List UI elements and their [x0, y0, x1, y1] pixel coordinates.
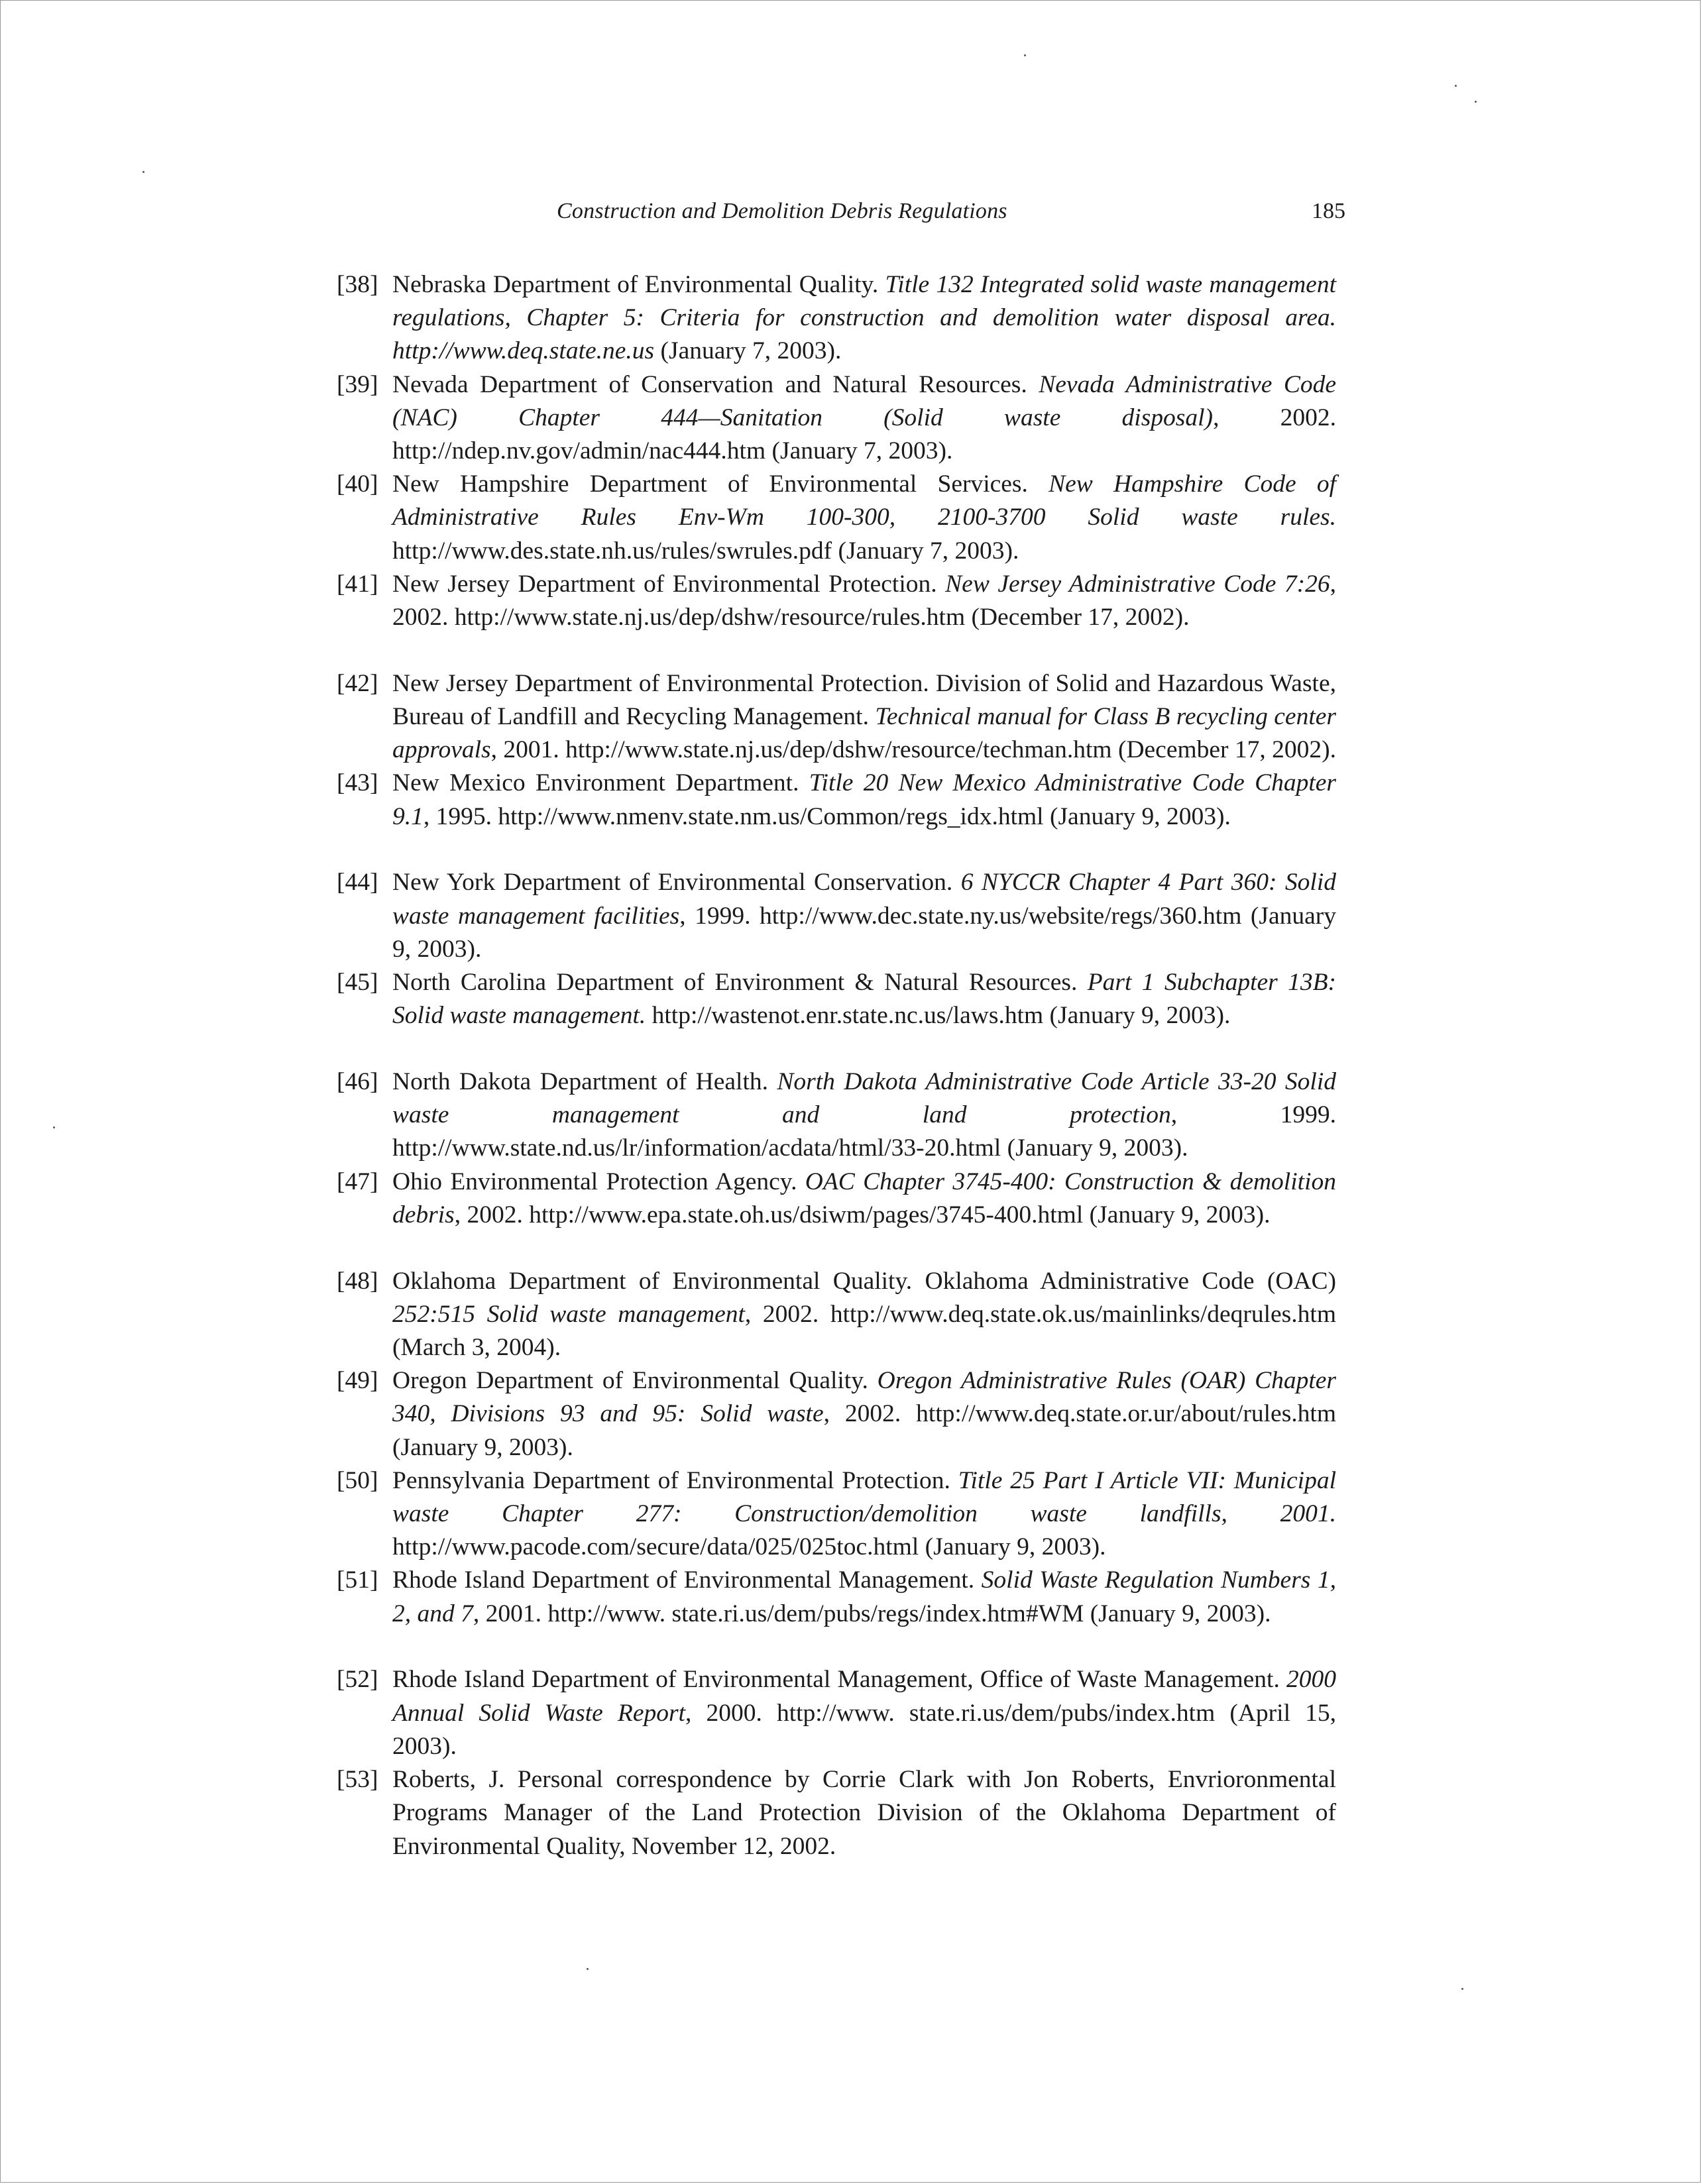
reference-text — [392, 1068, 1336, 1162]
reference-text — [392, 1467, 1336, 1560]
reference-text — [392, 1666, 1336, 1759]
reference-number: [46] — [337, 1068, 378, 1096]
reference-title-italic: New Jersey Administrative Code 7:26 — [945, 570, 1330, 598]
reference-text — [392, 371, 1336, 464]
page-number: 185 — [1312, 199, 1345, 223]
reference-title-italic: Technical manual for Class B recycling center approvals — [392, 703, 1336, 764]
reference-entry — [337, 667, 1336, 767]
reference-text-segment: New Mexico Environment Department. — [392, 769, 809, 797]
reference-entry — [337, 468, 1336, 568]
reference-number: [44] — [337, 869, 378, 897]
reference-number: [48] — [337, 1267, 378, 1295]
scan-speck — [1461, 1988, 1463, 1990]
reference-title-italic: 6 NYCCR Chapter 4 Part 360: Solid waste management facilities — [392, 869, 1336, 930]
reference-number: [39] — [337, 370, 378, 398]
reference-title-italic: Nevada Administrative Code (NAC) Chapter 444—Sanitation (Solid waste disposal) — [392, 370, 1336, 431]
reference-text — [392, 969, 1336, 1029]
reference-text-segment: Rhode Island Department of Environmental Management, Office of Waste Management. — [392, 1666, 1286, 1694]
reference-text-segment: Oklahoma Department of Environmental Quality. Oklahoma Administrative Code (OAC) — [392, 1267, 1336, 1295]
reference-title-italic: 252:515 Solid waste management — [392, 1300, 745, 1328]
reference-entry — [337, 1065, 1336, 1166]
reference-text-segment: , 2001. http://www.state.nj.us/dep/dshw/resource/techman.htm (December 17, 2002). — [490, 736, 1337, 764]
reference-title-italic: Solid Waste Regulation Numbers 1, 2, and 7 — [392, 1566, 1336, 1627]
reference-entry — [337, 866, 1336, 966]
reference-entry — [337, 1564, 1336, 1663]
reference-entry — [337, 966, 1336, 1065]
reference-number: [45] — [337, 969, 378, 997]
reference-text-segment: , 1995. http://www.nmenv.state.nm.us/Common/regs_idx.html (January 9, 2003). — [423, 802, 1231, 830]
reference-entry — [337, 1364, 1336, 1464]
reference-title-italic: New Hampshire Code of Administrative Rules Env-Wm 100-300, 2100-3700 Solid waste rules. — [392, 470, 1336, 531]
reference-text — [392, 1367, 1336, 1460]
reference-entry — [337, 368, 1336, 468]
reference-text — [392, 470, 1336, 564]
scan-speck — [53, 1126, 55, 1128]
reference-text-segment: , 2000. http://www. state.ri.us/dem/pubs/index.htm (April 15, 2003). — [392, 1699, 1336, 1760]
reference-text — [392, 571, 1336, 631]
reference-title-italic: Oregon Administrative Rules (OAR) Chapter 340, Divisions 93 and 95: Solid waste — [392, 1367, 1336, 1428]
reference-text-segment: , 2002. http://www.epa.state.oh.us/dsiwm/pages/3745-400.html (January 9, 2003). — [454, 1201, 1271, 1228]
scan-speck — [1455, 85, 1457, 87]
page-header — [557, 199, 1345, 239]
reference-number: [42] — [337, 669, 378, 697]
reference-text — [392, 1268, 1336, 1361]
reference-text-segment: , 1999. http://www.state.nd.us/lr/information/acdata/html/33-20.html (January 9, 2003). — [392, 1101, 1336, 1162]
reference-text-segment: Nebraska Department of Environmental Quality. — [392, 271, 885, 298]
scan-speck — [142, 171, 144, 173]
reference-text-segment: (January 7, 2003). — [654, 337, 842, 365]
reference-text-segment: New Hampshire Department of Environmental Services. — [392, 470, 1049, 498]
reference-entry — [337, 568, 1336, 667]
reference-text-segment: , 2002. http://www.deq.state.ok.us/mainlinks/deqrules.htm (March 3, 2004). — [392, 1300, 1336, 1362]
reference-number: [51] — [337, 1566, 378, 1594]
reference-number: [40] — [337, 470, 378, 498]
reference-title-italic: Title 20 New Mexico Administrative Code Chapter 9.1 — [392, 769, 1336, 830]
reference-text-segment: Oregon Department of Environmental Quality. — [392, 1367, 878, 1395]
reference-text — [392, 271, 1336, 364]
running-title: Construction and Demolition Debris Regulations — [557, 199, 1007, 223]
reference-text-segment: , 2002. http://www.state.nj.us/dep/dshw/resource/rules.htm (December 17, 2002). — [392, 570, 1336, 631]
reference-text-segment: , 2002. http://ndep.nv.gov/admin/nac444.htm (January 7, 2003). — [392, 404, 1337, 465]
reference-entry — [337, 1663, 1336, 1763]
reference-text-segment: Rhode Island Department of Environmental Management. — [392, 1566, 982, 1594]
reference-title-italic: Title 132 Integrated solid waste management regulations, Chapter 5: Criteria for construction and demolition water disposal area. http://www.deq.state.ne.us — [392, 271, 1336, 365]
scan-speck — [1475, 101, 1477, 103]
reference-text — [392, 769, 1336, 830]
reference-text-segment: Roberts, J. Personal correspondence by Corrie Clark with Jon Roberts, Envrioronmental Programs Manager of the Land Protection Division of the Oklahoma Department of Environmental Quality, November 12, 2002. — [392, 1766, 1336, 1860]
reference-entry — [337, 1464, 1336, 1564]
reference-entry — [337, 1763, 1336, 1863]
reference-title-italic: 2000 Annual Solid Waste Report — [392, 1666, 1336, 1727]
reference-text — [392, 869, 1336, 962]
reference-number: [47] — [337, 1168, 378, 1195]
scan-speck — [1024, 54, 1026, 56]
reference-text-segment: http://wastenot.enr.state.nc.us/laws.htm (January 9, 2003). — [646, 1002, 1231, 1030]
reference-text-segment: http://www.des.state.nh.us/rules/swrules.pdf (January 7, 2003). — [392, 537, 1019, 565]
reference-number: [50] — [337, 1466, 378, 1494]
reference-text-segment: , 1999. http://www.dec.state.ny.us/website/regs/360.htm (January 9, 2003). — [392, 902, 1337, 963]
reference-title-italic: OAC Chapter 3745-400: Construction & demolition debris — [392, 1168, 1336, 1228]
reference-text-segment: , 2002. http://www.deq.state.or.ur/about/rules.htm (January 9, 2003). — [392, 1400, 1336, 1461]
reference-list — [337, 268, 1336, 1863]
reference-number: [41] — [337, 570, 378, 598]
reference-text-segment: North Carolina Department of Environment & Natural Resources. — [392, 969, 1088, 997]
reference-text-segment: http://www.pacode.com/secure/data/025/025toc.html (January 9, 2003). — [392, 1533, 1106, 1561]
reference-number: [49] — [337, 1367, 378, 1395]
reference-text-segment: Ohio Environmental Protection Agency. — [392, 1168, 805, 1195]
scan-speck — [587, 1968, 589, 1970]
reference-number: [43] — [337, 769, 378, 797]
reference-entry — [337, 1265, 1336, 1365]
reference-text-segment: New Jersey Department of Environmental Protection. — [392, 570, 946, 598]
reference-number: [38] — [337, 271, 378, 298]
reference-text-segment: New York Department of Environmental Conservation. — [392, 869, 961, 897]
reference-title-italic: Title 25 Part I Article VII: Municipal waste Chapter 277: Construction/demolition waste landfills, 2001. — [392, 1466, 1336, 1528]
reference-text-segment: North Dakota Department of Health. — [392, 1068, 777, 1096]
reference-text — [392, 1168, 1336, 1228]
reference-text — [392, 1566, 1336, 1627]
reference-text-segment: Pennsylvania Department of Environmental Protection. — [392, 1466, 958, 1494]
reference-entry — [337, 1166, 1336, 1265]
reference-text-segment: New Jersey Department of Environmental Protection. Division of Solid and Hazardous Waste, Bureau of Landfill and Recycling Management. — [392, 669, 1336, 731]
reference-text-segment: , 2001. http://www. state.ri.us/dem/pubs/regs/index.htm#WM (January 9, 2003). — [473, 1600, 1271, 1627]
reference-number: [53] — [337, 1766, 378, 1794]
reference-entry — [337, 767, 1336, 866]
reference-entry — [337, 268, 1336, 368]
reference-number: [52] — [337, 1666, 378, 1694]
reference-title-italic: North Dakota Administrative Code Article 33-20 Solid waste management and land protection — [392, 1068, 1336, 1129]
reference-title-italic: Part 1 Subchapter 13B: Solid waste management. — [392, 969, 1337, 1030]
reference-text — [392, 1766, 1336, 1859]
reference-text-segment: Nevada Department of Conservation and Natural Resources. — [392, 370, 1039, 398]
reference-text — [392, 670, 1336, 763]
